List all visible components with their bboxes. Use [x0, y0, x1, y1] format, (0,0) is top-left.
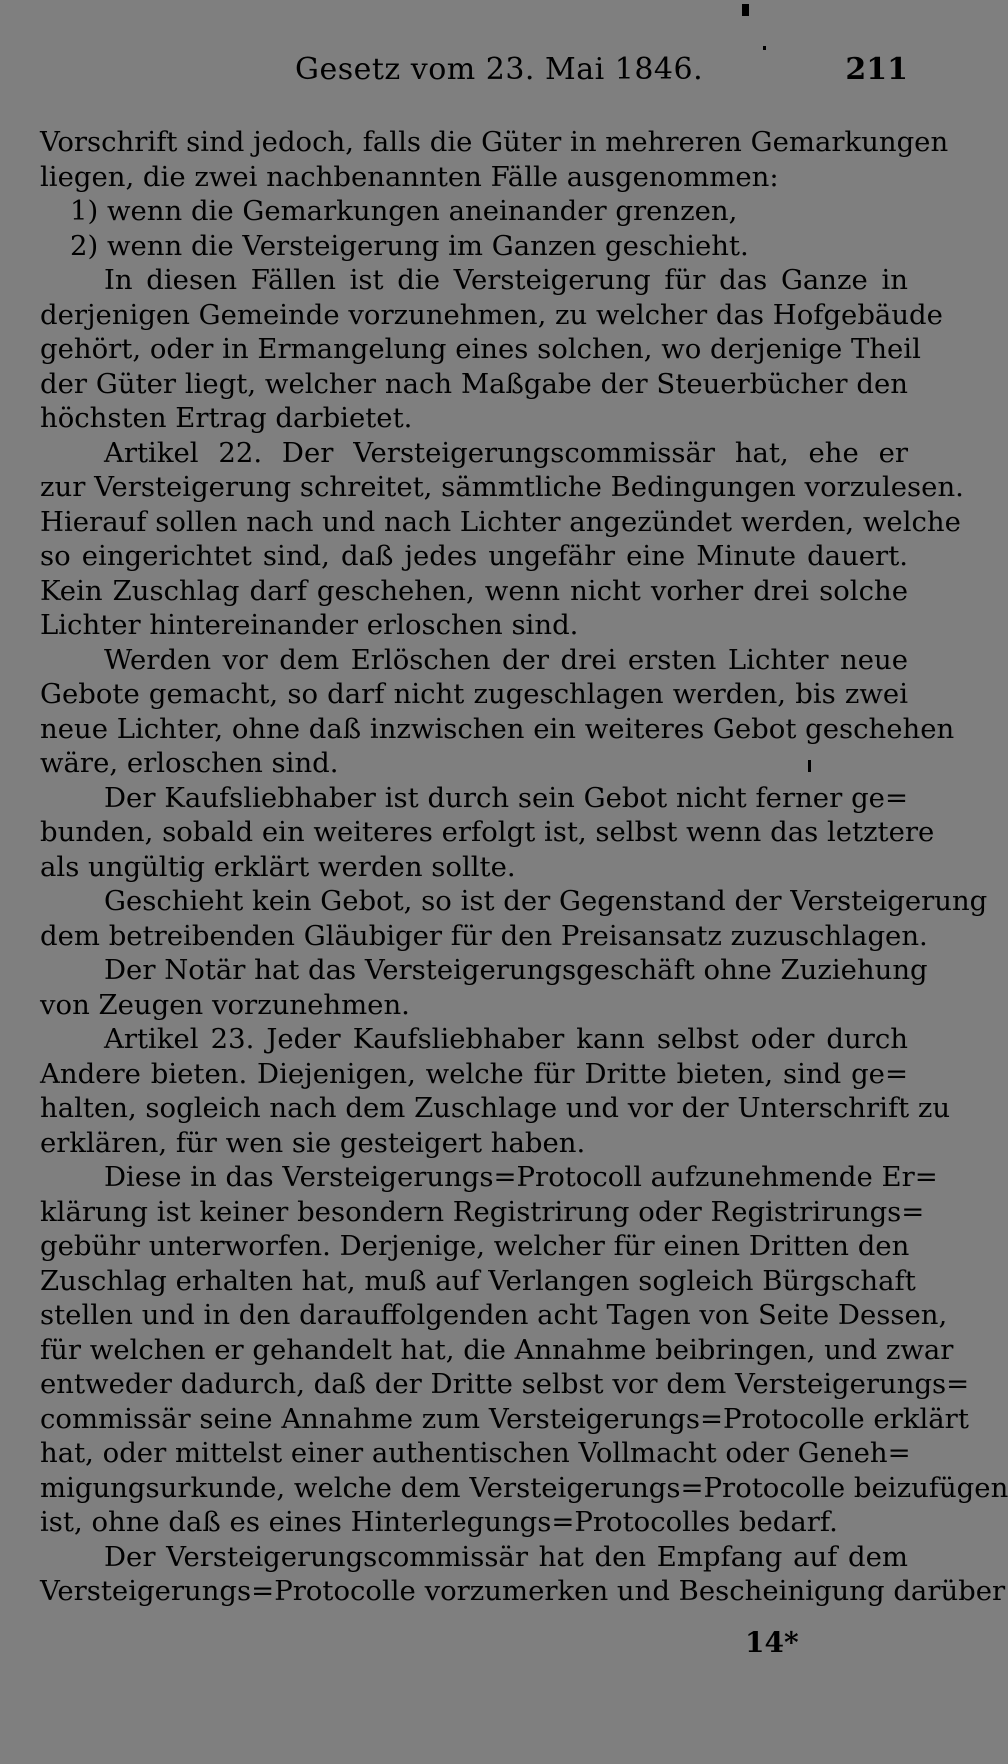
text-line: so eingerichtet sind, daß jedes ungefähr eine Minute dauert.: [40, 540, 908, 572]
text-line: Artikel 23. Jeder Kaufsliebhaber kann selbst oder durch: [104, 1023, 908, 1055]
text-line: bunden, sobald ein weiteres erfolgt ist, selbst wenn das letztere: [40, 816, 935, 848]
text-line: liegen, die zwei nachbenannten Fälle ausgenommen:: [40, 160, 779, 193]
text-line: Versteigerungs=Protocolle vorzumerken und Bescheinigung darüber: [40, 1575, 1006, 1607]
text-line: Der Notär hat das Versteigerungsgeschäft ohne Zuziehung: [104, 954, 928, 986]
text-line: der Güter liegt, welcher nach Maßgabe der Steuerbücher den: [40, 367, 908, 400]
text-line: höchsten Ertrag darbietet.: [40, 402, 413, 434]
text-line: Geschieht kein Gebot, so ist der Gegenstand der Versteigerung: [104, 885, 988, 917]
text-line: Der Kaufsliebhaber ist durch sein Gebot nicht ferner ge=: [104, 781, 908, 814]
signature-mark: 14*: [745, 1626, 799, 1659]
text-line: 1) wenn die Gemarkungen aneinander grenzen,: [70, 195, 738, 227]
text-line: Hierauf sollen nach und nach Lichter angezündet werden, welche: [40, 505, 961, 538]
text-line: stellen und in den darauffolgenden acht Tagen von Seite Dessen,: [40, 1299, 948, 1331]
ink-speck: [763, 46, 766, 50]
text-line: für welchen er gehandelt hat, die Annahme beibringen, und zwar: [40, 1333, 954, 1366]
text-line: derjenigen Gemeinde vorzunehmen, zu welcher das Hofgebäude: [40, 298, 943, 331]
text-line: commissär seine Annahme zum Versteigerungs=Protocolle erklärt: [40, 1402, 969, 1435]
text-line: Gebote gemacht, so darf nicht zugeschlagen werden, bis zwei: [40, 678, 908, 710]
text-line: migungsurkunde, welche dem Versteigerungs=Protocolle beizufügen: [40, 1471, 1008, 1504]
text-line: erklären, für wen sie gesteigert haben.: [40, 1126, 586, 1159]
text-line: entweder dadurch, daß der Dritte selbst vor dem Versteigerungs=: [40, 1368, 970, 1400]
text-line: Werden vor dem Erlöschen der drei ersten Lichter neue: [104, 643, 908, 676]
text-line: Andere bieten. Diejenigen, welche für Dritte bieten, sind ge=: [40, 1057, 908, 1090]
header-title: Gesetz vom 23. Mai 1846.: [295, 52, 704, 87]
text-line: klärung ist keiner besondern Registrirung oder Registrirungs=: [40, 1195, 925, 1228]
text-line: Diese in das Versteigerungs=Protocoll aufzunehmende Er=: [104, 1161, 938, 1193]
text-line: 2) wenn die Versteigerung im Ganzen geschieht.: [70, 229, 749, 262]
text-line: Lichter hintereinander erloschen sind.: [40, 609, 579, 641]
text-line: wäre, erloschen sind.: [40, 747, 339, 779]
text-line: gebühr unterworfen. Derjenige, welcher für einen Dritten den: [40, 1230, 910, 1262]
text-line: zur Versteigerung schreitet, sämmtliche Bedingungen vorzulesen.: [40, 471, 964, 503]
text-line: gehört, oder in Ermangelung eines solchen, wo derjenige Theil: [40, 333, 921, 365]
text-line: halten, sogleich nach dem Zuschlage und vor der Unterschrift zu: [40, 1092, 951, 1124]
text-line: Artikel 22. Der Versteigerungscommissär hat, ehe er: [104, 436, 908, 469]
body-text: [40, 125, 1008, 1609]
text-line: Zuschlag erhalten hat, muß auf Verlangen sogleich Bürgschaft: [40, 1264, 916, 1297]
text-line: Vorschrift sind jedoch, falls die Güter in mehreren Gemarkungen: [40, 126, 949, 158]
text-line: ist, ohne daß es eines Hinterlegungs=Protocolles bedarf.: [40, 1506, 838, 1538]
text-line: neue Lichter, ohne daß inzwischen ein weiteres Gebot geschehen: [40, 712, 955, 745]
text-line: In diesen Fällen ist die Versteigerung für das Ganze in: [104, 264, 908, 296]
text-line: dem betreibenden Gläubiger für den Preisansatz zuzuschlagen.: [40, 919, 928, 952]
page-number: 211: [845, 52, 908, 87]
text-line: Kein Zuschlag darf geschehen, wenn nicht vorher drei solche: [40, 574, 908, 607]
ink-speck: [742, 4, 749, 16]
text-line: hat, oder mittelst einer authentischen Vollmacht oder Geneh=: [40, 1437, 911, 1469]
text-line: von Zeugen vorzunehmen.: [40, 988, 410, 1021]
running-header: [40, 52, 908, 100]
ink-speck: [808, 760, 811, 772]
text-line: Der Versteigerungscommissär hat den Empfang auf dem: [104, 1540, 908, 1573]
text-line: als ungültig erklärt werden sollte.: [40, 850, 516, 883]
